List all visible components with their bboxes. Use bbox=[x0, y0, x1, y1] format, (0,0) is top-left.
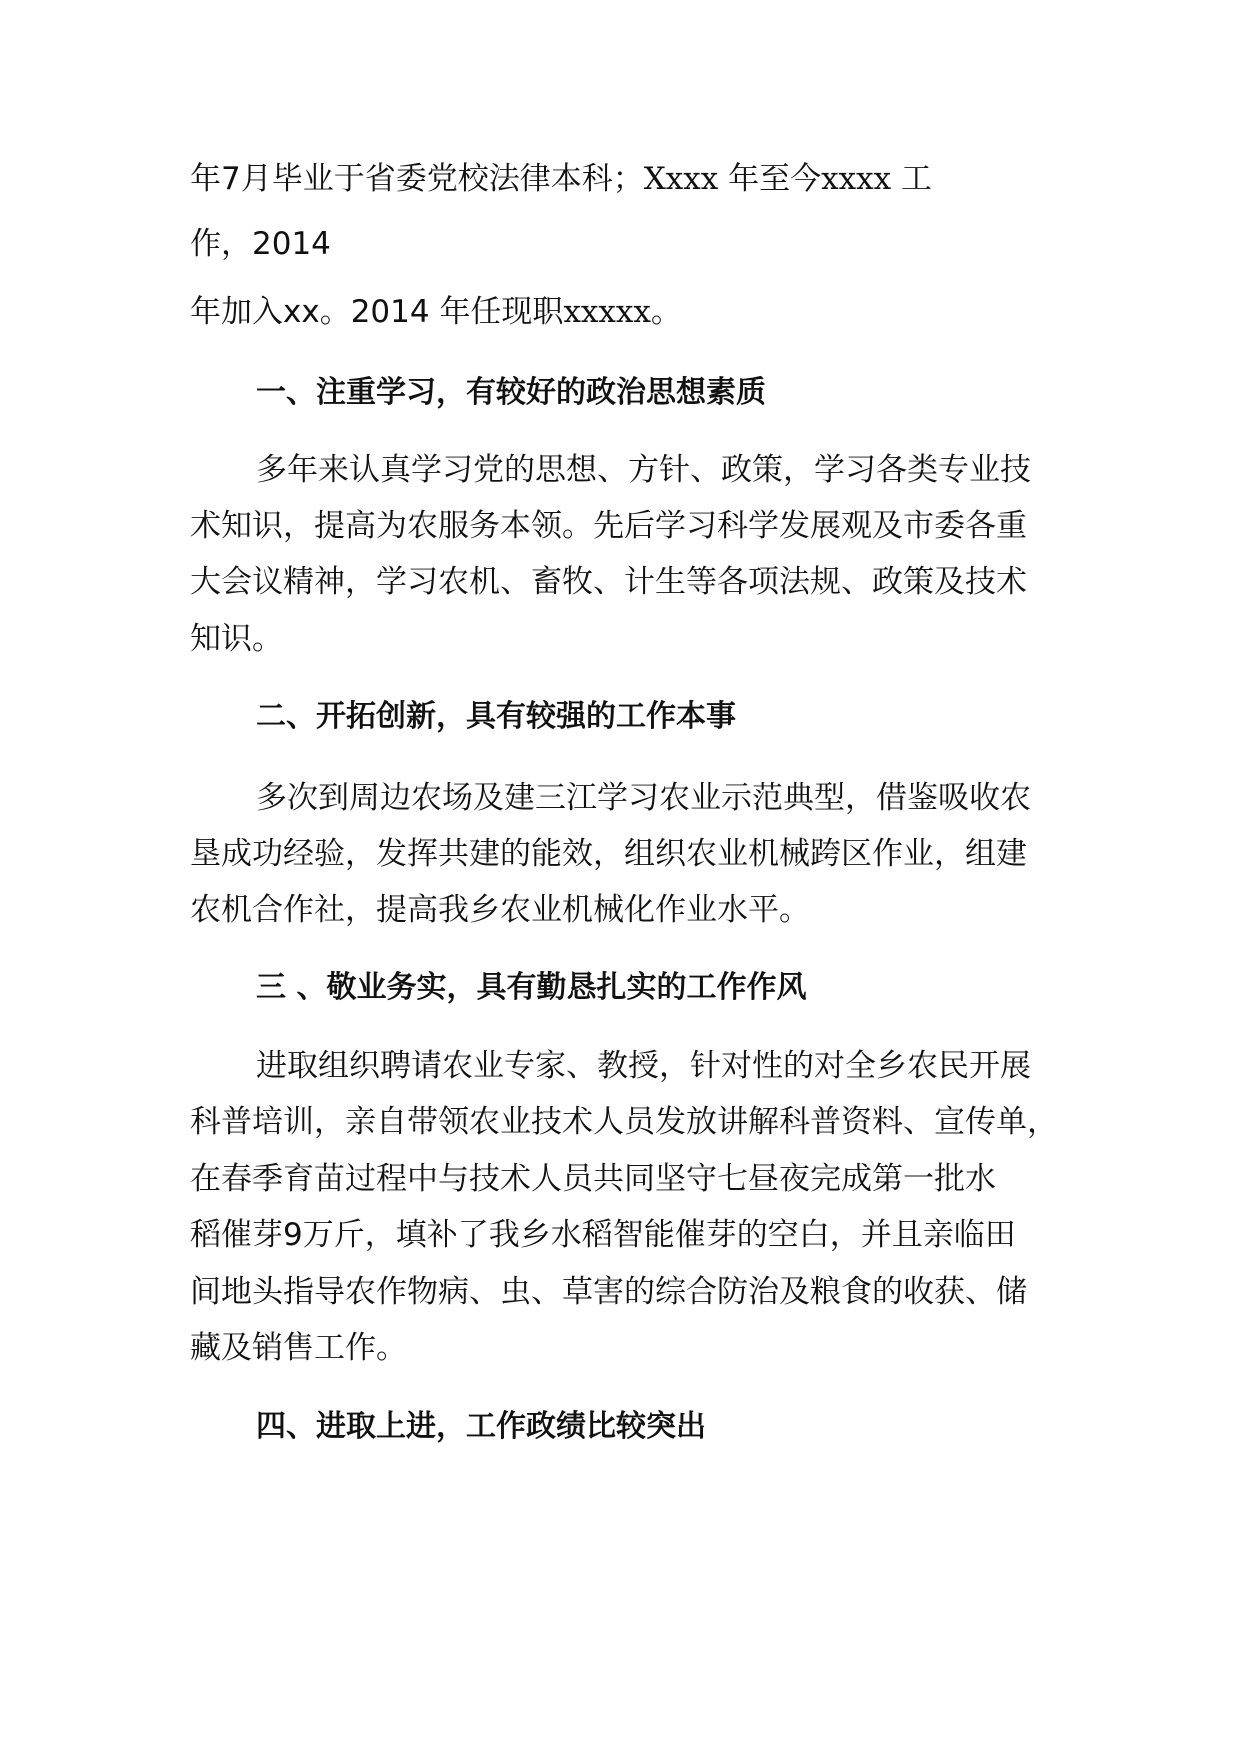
intro-placeholder: xxxx bbox=[821, 161, 892, 197]
intro-line-2: 作，2014 bbox=[190, 226, 331, 262]
paragraph-line: 间地头指导农作物病、虫、草害的综合防治及粮食的收获、储 bbox=[190, 1274, 1027, 1310]
intro-text: 年加入xx。2014 年任现职 bbox=[190, 294, 564, 330]
paragraph-line: 藏及销售工作。 bbox=[190, 1330, 407, 1366]
paragraph-line: 在春季育苗过程中与技术人员共同坚守七昼夜完成第一批水 bbox=[190, 1161, 996, 1197]
section-heading: 一、注重学习，有较好的政治思想素质 bbox=[256, 375, 766, 410]
section-heading: 二、开拓创新，具有较强的工作本事 bbox=[256, 699, 736, 734]
paragraph-line: 科普培训，亲自带领农业技术人员发放讲解科普资料、宣传单， bbox=[190, 1104, 1058, 1140]
paragraph-line: 多年来认真学习党的思想、方针、政策，学习各类专业技 bbox=[256, 452, 1031, 488]
intro-text: 工 bbox=[891, 161, 932, 197]
paragraph-line: 多次到周边农场及建三江学习农业示范典型，借鉴吸收农 bbox=[256, 780, 1031, 816]
section-heading: 三 、敬业务实，具有勤恳扎实的工作作风 bbox=[256, 970, 807, 1005]
intro-text: 年7月毕业于省委党校法律本科； bbox=[190, 161, 644, 197]
paragraph-line: 进取组织聘请农业专家、教授，针对性的对全乡农民开展 bbox=[256, 1048, 1031, 1084]
paragraph-line: 农机合作社，提高我乡农业机械化作业水平。 bbox=[190, 892, 810, 928]
paragraph-line: 垦成功经验，发挥共建的能效，组织农业机械跨区作业，组建 bbox=[190, 836, 1027, 872]
intro-placeholder: xxxxx。 bbox=[563, 294, 682, 330]
paragraph-line: 稻催芽9万斤，填补了我乡水稻智能催芽的空白，并且亲临田 bbox=[190, 1217, 1016, 1253]
intro-placeholder: Xxxx bbox=[643, 161, 719, 197]
paragraph-line: 术知识，提高为农服务本领。先后学习科学发展观及市委各重 bbox=[190, 508, 1027, 544]
section-heading: 四、进取上进，工作政绩比较突出 bbox=[256, 1409, 706, 1444]
paragraph-line: 大会议精神，学习农机、畜牧、计生等各项法规、政策及技术 bbox=[190, 564, 1027, 600]
intro-text: 年至今 bbox=[718, 161, 822, 197]
intro-line-3 bbox=[190, 292, 1070, 332]
intro-line-1 bbox=[190, 159, 1070, 199]
paragraph-line: 知识。 bbox=[190, 621, 283, 657]
